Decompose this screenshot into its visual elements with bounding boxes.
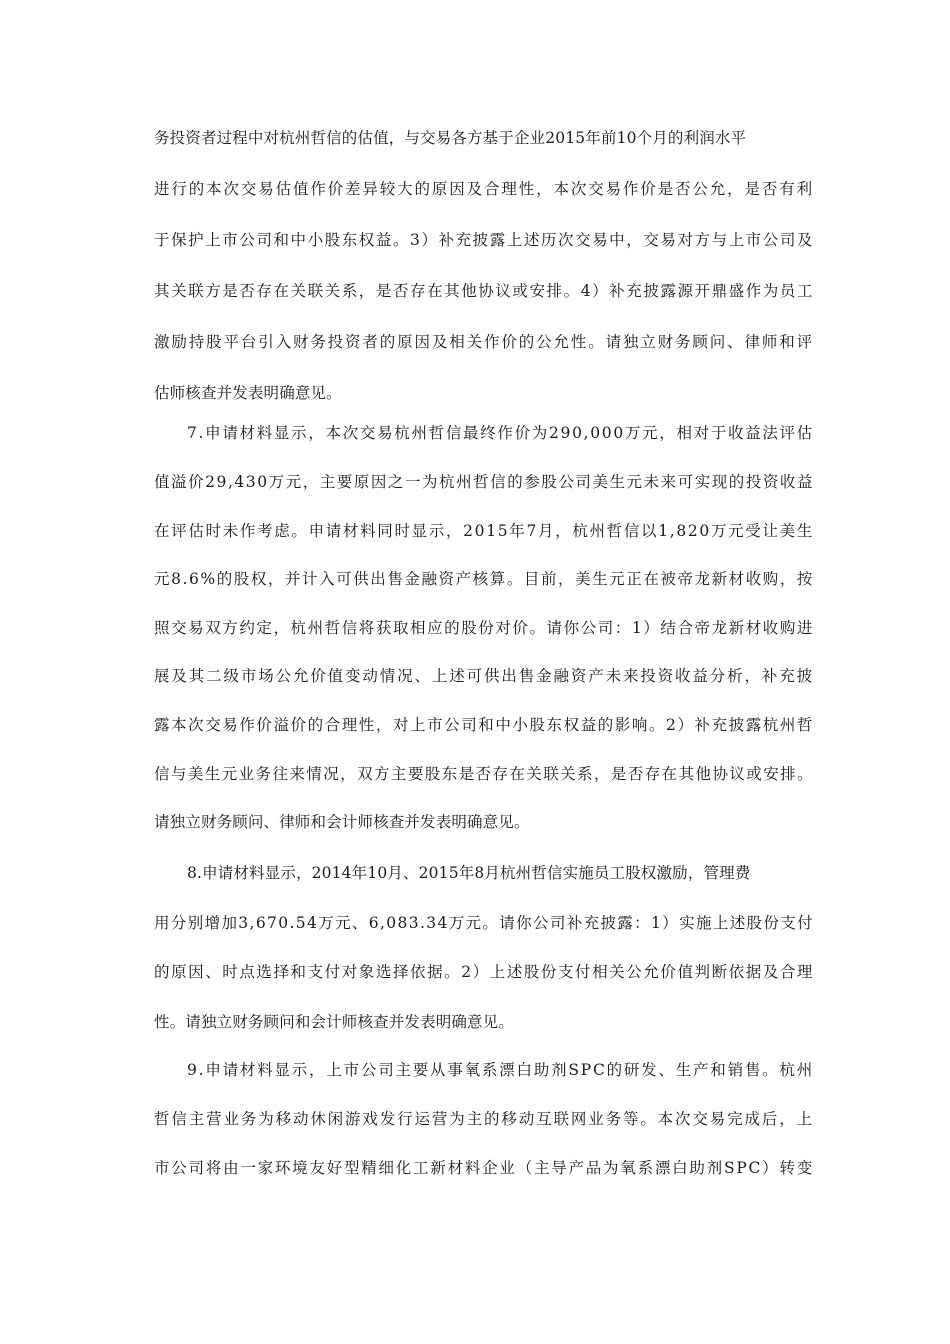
paragraph-7-first-line: 7.申请材料显示，本次交易杭州哲信最终作价为290,000万元，相对于收益法评估 bbox=[187, 424, 814, 442]
paragraph-line: 务投资者过程中对杭州哲信的估值，与交易各方基于企业2015年前10个月的利润水平 bbox=[154, 129, 747, 147]
paragraph-8-first-line: 8.申请材料显示，2014年10月、2015年8月杭州哲信实施员工股权激励，管理费 bbox=[187, 864, 751, 882]
paragraph-line: 信与美生元业务往来情况，双方主要股东是否存在关联关系，是否存在其他协议或安排。 bbox=[154, 765, 814, 783]
paragraph-line: 市公司将由一家环境友好型精细化工新材料企业（主导产品为氧系漂白助剂SPC）转变 bbox=[154, 1159, 814, 1177]
paragraph-line: 用分别增加3,670.54万元、6,083.34万元。请你公司补充披露：1）实施上述股份支付 bbox=[154, 914, 814, 932]
paragraph-line: 估师核查并发表明确意见。 bbox=[154, 384, 342, 402]
paragraph-9-first-line: 9.申请材料显示，上市公司主要从事氧系漂白助剂SPC的研发、生产和销售。杭州 bbox=[187, 1061, 814, 1079]
paragraph-line: 哲信主营业务为移动休闲游戏发行运营为主的移动互联网业务等。本次交易完成后，上 bbox=[154, 1110, 814, 1128]
paragraph-line: 于保护上市公司和中小股东权益。3）补充披露上述历次交易中，交易对方与上市公司及 bbox=[154, 231, 814, 249]
paragraph-line: 性。请独立财务顾问和会计师核查并发表明确意见。 bbox=[154, 1013, 514, 1031]
paragraph-line: 的原因、时点选择和支付对象选择依据。2）上述股份支付相关公允价值判断依据及合理 bbox=[154, 963, 814, 981]
paragraph-line: 激励持股平台引入财务投资者的原因及相关作价的公允性。请独立财务顾问、律师和评 bbox=[154, 333, 814, 351]
paragraph-line: 露本次交易作价溢价的合理性，对上市公司和中小股东权益的影响。2）补充披露杭州哲 bbox=[154, 716, 814, 734]
paragraph-line: 进行的本次交易估值作价差异较大的原因及合理性，本次交易作价是否公允，是否有利 bbox=[154, 180, 814, 198]
paragraph-line: 照交易双方约定，杭州哲信将获取相应的股份对价。请你公司：1）结合帝龙新材收购进 bbox=[154, 619, 814, 637]
paragraph-line: 在评估时未作考虑。申请材料同时显示，2015年7月，杭州哲信以1,820万元受让美生 bbox=[154, 522, 814, 540]
paragraph-line: 展及其二级市场公允价值变动情况、上述可供出售金融资产未来投资收益分析，补充披 bbox=[154, 667, 814, 685]
paragraph-line: 其关联方是否存在关联关系，是否存在其他协议或安排。4）补充披露源开鼎盛作为员工 bbox=[154, 282, 814, 300]
paragraph-line: 元8.6%的股权，并计入可供出售金融资产核算。目前，美生元正在被帝龙新材收购，按 bbox=[154, 570, 814, 588]
paragraph-line: 值溢价29,430万元，主要原因之一为杭州哲信的参股公司美生元未来可实现的投资收益 bbox=[154, 473, 814, 491]
paragraph-line: 请独立财务顾问、律师和会计师核查并发表明确意见。 bbox=[154, 813, 530, 831]
